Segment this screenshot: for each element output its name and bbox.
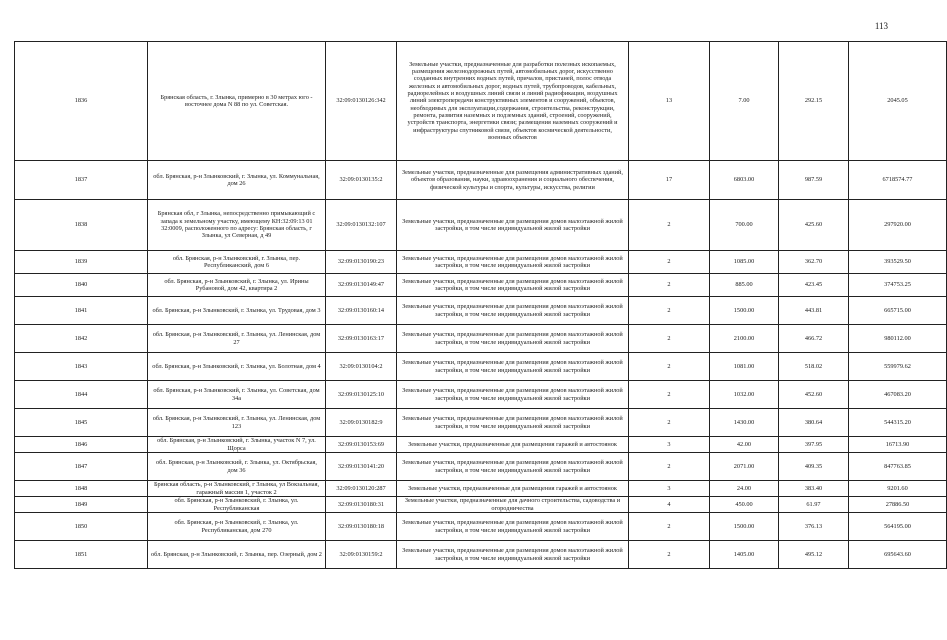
area-cell: 450.00 — [710, 497, 779, 513]
group-number-cell: 2 — [629, 381, 710, 409]
land-use-cell: Земельные участки, предназначенные для размещения домов малоэтажной жилой застройки, в том числе индивидуальной жилой застройки — [397, 251, 629, 274]
cadastral-value-cell: 6718574.77 — [849, 161, 947, 200]
group-number-cell: 2 — [629, 409, 710, 437]
cadastral-number-cell: 32:09:0130190:23 — [326, 251, 397, 274]
cadastral-number-cell: 32:09:0130159:2 — [326, 541, 397, 569]
specific-value-cell: 423.45 — [779, 274, 849, 297]
row-number: 1838 — [15, 200, 148, 251]
address-cell: обл. Брянская, р-н Злынковский, г. Злынка, участок N 7, ул. Щорса — [148, 437, 326, 453]
row-number: 1844 — [15, 381, 148, 409]
cadastral-value-cell: 847763.85 — [849, 453, 947, 481]
specific-value-cell: 518.02 — [779, 353, 849, 381]
row-number: 1841 — [15, 297, 148, 325]
area-cell: 1405.00 — [710, 541, 779, 569]
row-number: 1837 — [15, 161, 148, 200]
cadastral-number-cell: 32:09:0130149:47 — [326, 274, 397, 297]
address-cell: обл. Брянская, р-н Злынковский, г. Злынка, ул. Советская, дом 34а — [148, 381, 326, 409]
row-number: 1843 — [15, 353, 148, 381]
table-row — [15, 513, 947, 541]
cadastral-number-cell: 32:09:0130104:2 — [326, 353, 397, 381]
group-number-cell: 2 — [629, 200, 710, 251]
cadastral-value-cell: 695643.60 — [849, 541, 947, 569]
land-use-cell: Земельные участки, предназначенные для размещения домов малоэтажной жилой застройки, в том числе индивидуальной жилой застройки — [397, 409, 629, 437]
specific-value-cell: 397.95 — [779, 437, 849, 453]
group-number-cell: 2 — [629, 325, 710, 353]
address-cell: обл. Брянская, р-н Злынковский, г. Злынка, ул. Октябрьская, дом 36 — [148, 453, 326, 481]
row-number: 1849 — [15, 497, 148, 513]
cadastral-number-cell: 32:09:0130180:18 — [326, 513, 397, 541]
land-use-cell: Земельные участки, предназначенные для размещения домов малоэтажной жилой застройки, в том числе индивидуальной жилой застройки — [397, 541, 629, 569]
address-cell: обл. Брянская, р-н Злынковский, г. Злынка, ул. Ленинская, дом 27 — [148, 325, 326, 353]
specific-value-cell: 380.64 — [779, 409, 849, 437]
area-cell: 7.00 — [710, 42, 779, 161]
table-row — [15, 161, 947, 200]
specific-value-cell: 443.81 — [779, 297, 849, 325]
address-cell: обл. Брянская, р-н Злынковский, г. Злынка, пер. Озерный, дом 2 — [148, 541, 326, 569]
area-cell: 700.00 — [710, 200, 779, 251]
cadastral-number-cell: 32:09:0130120:287 — [326, 481, 397, 497]
table-row — [15, 353, 947, 381]
specific-value-cell: 292.15 — [779, 42, 849, 161]
cadastral-number-cell: 32:09:0130182:9 — [326, 409, 397, 437]
cadastral-value-table — [14, 41, 947, 569]
group-number-cell: 3 — [629, 437, 710, 453]
table-row — [15, 541, 947, 569]
group-number-cell: 4 — [629, 497, 710, 513]
specific-value-cell: 61.97 — [779, 497, 849, 513]
row-number: 1842 — [15, 325, 148, 353]
page-number: 113 — [874, 21, 888, 31]
land-use-cell: Земельные участки, предназначенные для дачного строительства, садоводства и огородничества — [397, 497, 629, 513]
group-number-cell: 2 — [629, 353, 710, 381]
table-row — [15, 381, 947, 409]
area-cell: 2100.00 — [710, 325, 779, 353]
specific-value-cell: 466.72 — [779, 325, 849, 353]
group-number-cell: 17 — [629, 161, 710, 200]
land-use-cell: Земельные участки, предназначенные для размещения домов малоэтажной жилой застройки, в том числе индивидуальной жилой застройки — [397, 513, 629, 541]
cadastral-value-cell: 374753.25 — [849, 274, 947, 297]
cadastral-number-cell: 32:09:0130141:20 — [326, 453, 397, 481]
specific-value-cell: 452.60 — [779, 381, 849, 409]
address-cell: обл. Брянская, р-н Злынковский, г. Злынка, ул. Республиканская, дом 270 — [148, 513, 326, 541]
land-use-cell: Земельные участки, предназначенные для размещения домов малоэтажной жилой застройки, в том числе индивидуальной жилой застройки — [397, 325, 629, 353]
address-cell: обл. Брянская, р-н Злынковский, г. Злынка, ул. Болотная, дом 4 — [148, 353, 326, 381]
table-row — [15, 497, 947, 513]
land-use-cell: Земельные участки, предназначенные для размещения административных зданий, объектов образования, науки, здравоохранения и социального обеспечения, физической культуры и спорта, культуры, искусства, религии — [397, 161, 629, 200]
group-number-cell: 2 — [629, 513, 710, 541]
cadastral-value-cell: 980112.00 — [849, 325, 947, 353]
cadastral-number-cell: 32:09:0130132:107 — [326, 200, 397, 251]
land-use-cell: Земельные участки, предназначенные для размещения домов малоэтажной жилой застройки, в том числе индивидуальной жилой застройки — [397, 297, 629, 325]
row-number: 1847 — [15, 453, 148, 481]
cadastral-value-cell: 16713.90 — [849, 437, 947, 453]
cadastral-number-cell: 32:09:0130153:69 — [326, 437, 397, 453]
row-number: 1840 — [15, 274, 148, 297]
address-cell: обл. Брянская, р-н Злынковский, г. Злынка, ул. Республиканская — [148, 497, 326, 513]
table-row — [15, 453, 947, 481]
row-number: 1848 — [15, 481, 148, 497]
area-cell: 2071.00 — [710, 453, 779, 481]
area-cell: 1085.00 — [710, 251, 779, 274]
land-use-cell: Земельные участки, предназначенные для размещения домов малоэтажной жилой застройки, в том числе индивидуальной жилой застройки — [397, 274, 629, 297]
table-row — [15, 481, 947, 497]
cadastral-number-cell: 32:09:0130126:342 — [326, 42, 397, 161]
land-use-cell: Земельные участки, предназначенные для размещения гаражей и автостоянок — [397, 481, 629, 497]
row-number: 1851 — [15, 541, 148, 569]
area-cell: 24.00 — [710, 481, 779, 497]
group-number-cell: 3 — [629, 481, 710, 497]
cadastral-number-cell: 32:09:0130135:2 — [326, 161, 397, 200]
table-row — [15, 274, 947, 297]
cadastral-number-cell: 32:09:0130180:31 — [326, 497, 397, 513]
cadastral-value-cell: 564195.00 — [849, 513, 947, 541]
group-number-cell: 2 — [629, 541, 710, 569]
area-cell: 1081.00 — [710, 353, 779, 381]
row-number: 1845 — [15, 409, 148, 437]
address-cell: обл. Брянская, р-н Злынковский, г. Злынка, пер. Республиканский, дом 6 — [148, 251, 326, 274]
cadastral-value-cell: 544315.20 — [849, 409, 947, 437]
table-row — [15, 297, 947, 325]
table-row — [15, 325, 947, 353]
group-number-cell: 2 — [629, 297, 710, 325]
address-cell: обл. Брянская, р-н Злынковский, г. Злынка, ул. Ирины Рубановой, дом 42, квартира 2 — [148, 274, 326, 297]
specific-value-cell: 495.12 — [779, 541, 849, 569]
address-cell: Брянская область, р-н Злынковский, г Злынка, ул Вокзальная, гаражный массив 1, участок 2 — [148, 481, 326, 497]
cadastral-value-cell: 297920.00 — [849, 200, 947, 251]
table-row — [15, 409, 947, 437]
address-cell: обл. Брянская, р-н Злынковский, г. Злынка, ул. Ленинская, дом 123 — [148, 409, 326, 437]
area-cell: 1032.00 — [710, 381, 779, 409]
area-cell: 6803.00 — [710, 161, 779, 200]
cadastral-number-cell: 32:09:0130125:10 — [326, 381, 397, 409]
cadastral-value-cell: 665715.00 — [849, 297, 947, 325]
group-number-cell: 13 — [629, 42, 710, 161]
address-cell: Брянская обл, г Злынка, непосредственно примыкающий с запада к земельному участку, имеющему КН:32:09:13 01 32:0009, расположенного по адресу: Брянская область, г Злынка, ул Северная, д 49 — [148, 200, 326, 251]
cadastral-value-cell: 393529.50 — [849, 251, 947, 274]
address-cell: Брянская область, г. Злынка, примерно в 30 метрах юго - восточнее дома N 88 по ул. Советская. — [148, 42, 326, 161]
table-row — [15, 437, 947, 453]
address-cell: обл. Брянская, р-н Злынковский, г. Злынка, ул. Коммунальная, дом 26 — [148, 161, 326, 200]
land-use-cell: Земельные участки, предназначенные для размещения домов малоэтажной жилой застройки, в том числе индивидуальной жилой застройки — [397, 381, 629, 409]
address-cell: обл. Брянская, р-н Злынковский, г. Злынка, ул. Трудовая, дом 3 — [148, 297, 326, 325]
row-number: 1839 — [15, 251, 148, 274]
table-row — [15, 200, 947, 251]
cadastral-value-cell: 467083.20 — [849, 381, 947, 409]
specific-value-cell: 383.40 — [779, 481, 849, 497]
area-cell: 885.00 — [710, 274, 779, 297]
cadastral-value-cell: 559979.62 — [849, 353, 947, 381]
row-number: 1846 — [15, 437, 148, 453]
group-number-cell: 2 — [629, 274, 710, 297]
specific-value-cell: 376.13 — [779, 513, 849, 541]
land-use-cell: Земельные участки, предназначенные для разработки полезных ископаемых, размещения железнодорожных путей, автомобильных дорог, искусственно созданных внутренних водных путей, причалов, пристаней, полос отвода железных и автомобильных дорог, водных путей, трубопроводов, кабельных, радиорелейных и воздушных линий связи и линий радиофикации, воздушных линий электропередачи конструктивных элементов и сооружений, объектов, необходимых для эксплуатации,содержания, строительства, реконструкции, ремонта, развития наземных и подземных зданий, строений, сооружений, устройств транспорта, энергетики связи; размещения наземных сооружений и инфраструктуры спутниковой связи, объектов космической деятельности, военных объектов — [397, 42, 629, 161]
cadastral-number-cell: 32:09:0130163:17 — [326, 325, 397, 353]
specific-value-cell: 425.60 — [779, 200, 849, 251]
cadastral-number-cell: 32:09:0130160:14 — [326, 297, 397, 325]
area-cell: 1500.00 — [710, 297, 779, 325]
area-cell: 42.00 — [710, 437, 779, 453]
table-row — [15, 42, 947, 161]
group-number-cell: 2 — [629, 251, 710, 274]
cadastral-value-cell: 9201.60 — [849, 481, 947, 497]
land-use-cell: Земельные участки, предназначенные для размещения домов малоэтажной жилой застройки, в том числе индивидуальной жилой застройки — [397, 453, 629, 481]
land-use-cell: Земельные участки, предназначенные для размещения гаражей и автостоянок — [397, 437, 629, 453]
land-use-cell: Земельные участки, предназначенные для размещения домов малоэтажной жилой застройки, в том числе индивидуальной жилой застройки — [397, 353, 629, 381]
row-number: 1836 — [15, 42, 148, 161]
specific-value-cell: 362.70 — [779, 251, 849, 274]
table-row — [15, 251, 947, 274]
cadastral-value-cell: 2045.05 — [849, 42, 947, 161]
area-cell: 1430.00 — [710, 409, 779, 437]
cadastral-value-cell: 27886.50 — [849, 497, 947, 513]
group-number-cell: 2 — [629, 453, 710, 481]
land-use-cell: Земельные участки, предназначенные для размещения домов малоэтажной жилой застройки, в том числе индивидуальной жилой застройки — [397, 200, 629, 251]
row-number: 1850 — [15, 513, 148, 541]
specific-value-cell: 409.35 — [779, 453, 849, 481]
area-cell: 1500.00 — [710, 513, 779, 541]
specific-value-cell: 987.59 — [779, 161, 849, 200]
